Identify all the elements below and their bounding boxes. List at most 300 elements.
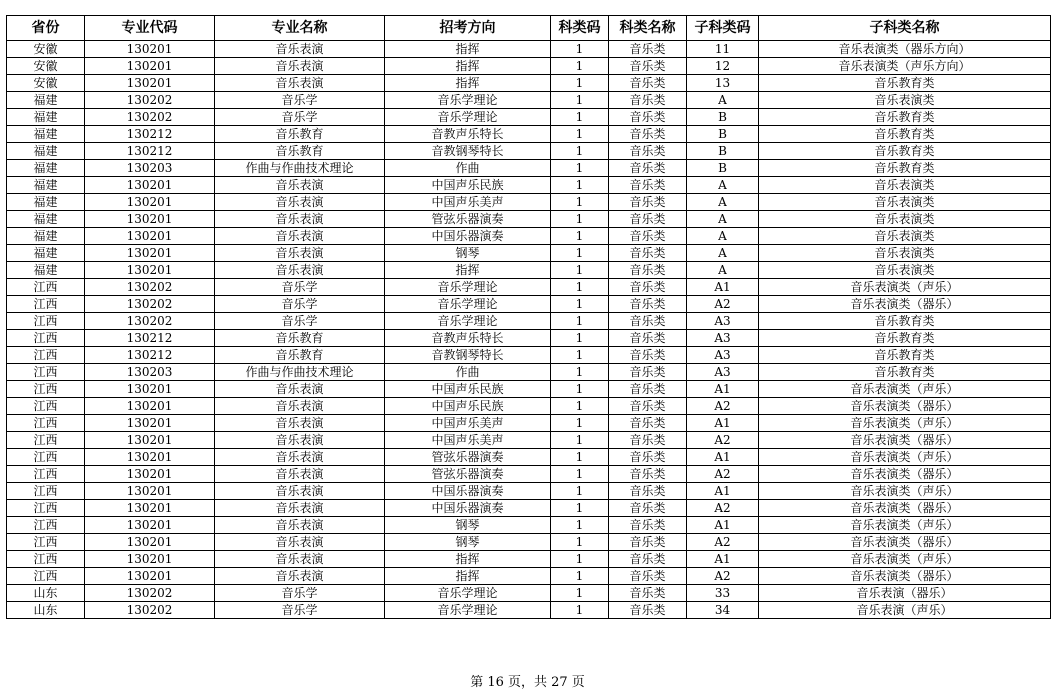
subcategory-name-cell: 音乐教育类 <box>759 313 1051 330</box>
category-name-cell: 音乐类 <box>609 245 687 262</box>
table-row <box>7 296 1051 313</box>
direction-cell: 指挥 <box>385 75 551 92</box>
table-row <box>7 177 1051 194</box>
category-name-cell: 音乐类 <box>609 398 687 415</box>
direction-cell: 钢琴 <box>385 245 551 262</box>
direction-cell: 中国声乐美声 <box>385 432 551 449</box>
table-row <box>7 41 1051 58</box>
category-name-cell: 音乐类 <box>609 313 687 330</box>
subcategory-code-cell: A2 <box>687 568 759 585</box>
table-row <box>7 262 1051 279</box>
major-code-cell: 130201 <box>85 228 215 245</box>
major-code-cell: 130201 <box>85 58 215 75</box>
major-name-cell: 音乐表演 <box>215 228 385 245</box>
direction-cell: 音乐学理论 <box>385 313 551 330</box>
category-name-cell: 音乐类 <box>609 126 687 143</box>
category-code-cell: 1 <box>551 381 609 398</box>
major-name-cell: 音乐学 <box>215 602 385 619</box>
category-code-cell: 1 <box>551 211 609 228</box>
major-code-cell: 130201 <box>85 41 215 58</box>
category-code-cell: 1 <box>551 75 609 92</box>
category-name-cell: 音乐类 <box>609 41 687 58</box>
province-cell: 福建 <box>7 262 85 279</box>
category-name-cell: 音乐类 <box>609 585 687 602</box>
table-row <box>7 381 1051 398</box>
table-row <box>7 432 1051 449</box>
column-header-direction: 招考方向 <box>385 16 551 41</box>
province-cell: 江西 <box>7 568 85 585</box>
major-name-cell: 音乐表演 <box>215 534 385 551</box>
subcategory-code-cell: 33 <box>687 585 759 602</box>
category-name-cell: 音乐类 <box>609 364 687 381</box>
major-name-cell: 音乐学 <box>215 109 385 126</box>
category-code-cell: 1 <box>551 279 609 296</box>
province-cell: 江西 <box>7 517 85 534</box>
table-row <box>7 415 1051 432</box>
table-row <box>7 483 1051 500</box>
category-name-cell: 音乐类 <box>609 449 687 466</box>
direction-cell: 指挥 <box>385 262 551 279</box>
category-code-cell: 1 <box>551 126 609 143</box>
category-name-cell: 音乐类 <box>609 262 687 279</box>
subcategory-name-cell: 音乐表演类（器乐） <box>759 568 1051 585</box>
province-cell: 江西 <box>7 551 85 568</box>
direction-cell: 音乐学理论 <box>385 296 551 313</box>
subcategory-name-cell: 音乐表演类 <box>759 228 1051 245</box>
province-cell: 江西 <box>7 347 85 364</box>
table-row <box>7 500 1051 517</box>
column-header-province: 省份 <box>7 16 85 41</box>
subcategory-name-cell: 音乐表演类（声乐） <box>759 415 1051 432</box>
province-cell: 福建 <box>7 177 85 194</box>
province-cell: 江西 <box>7 449 85 466</box>
major-code-cell: 130203 <box>85 160 215 177</box>
table-row <box>7 58 1051 75</box>
subcategory-code-cell: 11 <box>687 41 759 58</box>
subcategory-name-cell: 音乐表演类（器乐） <box>759 296 1051 313</box>
subcategory-name-cell: 音乐表演类（器乐） <box>759 398 1051 415</box>
major-code-cell: 130201 <box>85 534 215 551</box>
category-code-cell: 1 <box>551 92 609 109</box>
category-code-cell: 1 <box>551 228 609 245</box>
table-row <box>7 330 1051 347</box>
category-code-cell: 1 <box>551 194 609 211</box>
subcategory-name-cell: 音乐表演类（声乐方向） <box>759 58 1051 75</box>
table-row <box>7 534 1051 551</box>
subcategory-code-cell: A1 <box>687 483 759 500</box>
major-name-cell: 音乐教育 <box>215 143 385 160</box>
subcategory-code-cell: 12 <box>687 58 759 75</box>
subcategory-code-cell: A3 <box>687 364 759 381</box>
category-name-cell: 音乐类 <box>609 194 687 211</box>
major-code-cell: 130202 <box>85 92 215 109</box>
major-code-cell: 130202 <box>85 109 215 126</box>
subcategory-name-cell: 音乐表演类 <box>759 262 1051 279</box>
category-code-cell: 1 <box>551 262 609 279</box>
subcategory-name-cell: 音乐表演类（器乐） <box>759 432 1051 449</box>
major-name-cell: 音乐表演 <box>215 517 385 534</box>
major-code-cell: 130201 <box>85 245 215 262</box>
major-code-cell: 130201 <box>85 381 215 398</box>
major-code-cell: 130203 <box>85 364 215 381</box>
category-code-cell: 1 <box>551 449 609 466</box>
major-name-cell: 音乐表演 <box>215 58 385 75</box>
direction-cell: 音教钢琴特长 <box>385 143 551 160</box>
province-cell: 江西 <box>7 483 85 500</box>
subcategory-name-cell: 音乐表演类 <box>759 211 1051 228</box>
direction-cell: 中国声乐美声 <box>385 415 551 432</box>
category-code-cell: 1 <box>551 313 609 330</box>
subcategory-name-cell: 音乐教育类 <box>759 126 1051 143</box>
major-code-cell: 130201 <box>85 449 215 466</box>
major-name-cell: 音乐学 <box>215 279 385 296</box>
subcategory-name-cell: 音乐表演类 <box>759 177 1051 194</box>
subcategory-name-cell: 音乐教育类 <box>759 330 1051 347</box>
province-cell: 江西 <box>7 364 85 381</box>
category-name-cell: 音乐类 <box>609 432 687 449</box>
category-code-cell: 1 <box>551 534 609 551</box>
major-name-cell: 音乐表演 <box>215 75 385 92</box>
category-name-cell: 音乐类 <box>609 75 687 92</box>
major-name-cell: 音乐学 <box>215 313 385 330</box>
table-row <box>7 398 1051 415</box>
major-code-cell: 130201 <box>85 211 215 228</box>
subcategory-code-cell: A2 <box>687 432 759 449</box>
subcategory-code-cell: B <box>687 160 759 177</box>
category-name-cell: 音乐类 <box>609 177 687 194</box>
province-cell: 江西 <box>7 398 85 415</box>
subcategory-name-cell: 音乐表演类（器乐） <box>759 500 1051 517</box>
direction-cell: 钢琴 <box>385 517 551 534</box>
table-row <box>7 126 1051 143</box>
major-code-cell: 130201 <box>85 466 215 483</box>
subcategory-name-cell: 音乐表演类 <box>759 194 1051 211</box>
category-name-cell: 音乐类 <box>609 160 687 177</box>
category-code-cell: 1 <box>551 364 609 381</box>
category-name-cell: 音乐类 <box>609 483 687 500</box>
major-code-cell: 130202 <box>85 313 215 330</box>
subcategory-code-cell: A3 <box>687 347 759 364</box>
subcategory-name-cell: 音乐表演类 <box>759 245 1051 262</box>
category-name-cell: 音乐类 <box>609 330 687 347</box>
subcategory-code-cell: A1 <box>687 279 759 296</box>
major-code-cell: 130212 <box>85 143 215 160</box>
province-cell: 江西 <box>7 415 85 432</box>
subcategory-name-cell: 音乐表演类（器乐） <box>759 534 1051 551</box>
subcategory-code-cell: A2 <box>687 398 759 415</box>
major-code-cell: 130201 <box>85 262 215 279</box>
major-code-cell: 130201 <box>85 177 215 194</box>
major-name-cell: 音乐学 <box>215 296 385 313</box>
subcategory-name-cell: 音乐表演类（器乐） <box>759 466 1051 483</box>
major-name-cell: 音乐表演 <box>215 500 385 517</box>
category-code-cell: 1 <box>551 517 609 534</box>
province-cell: 福建 <box>7 126 85 143</box>
category-name-cell: 音乐类 <box>609 143 687 160</box>
major-code-cell: 130202 <box>85 279 215 296</box>
category-code-cell: 1 <box>551 330 609 347</box>
direction-cell: 指挥 <box>385 551 551 568</box>
subcategory-name-cell: 音乐表演（器乐） <box>759 585 1051 602</box>
category-name-cell: 音乐类 <box>609 517 687 534</box>
subcategory-name-cell: 音乐表演类（声乐） <box>759 517 1051 534</box>
category-name-cell: 音乐类 <box>609 381 687 398</box>
category-code-cell: 1 <box>551 245 609 262</box>
subcategory-code-cell: A2 <box>687 500 759 517</box>
province-cell: 福建 <box>7 211 85 228</box>
category-name-cell: 音乐类 <box>609 347 687 364</box>
direction-cell: 中国声乐民族 <box>385 398 551 415</box>
major-name-cell: 音乐表演 <box>215 466 385 483</box>
major-code-cell: 130212 <box>85 126 215 143</box>
table-row <box>7 347 1051 364</box>
table-row <box>7 517 1051 534</box>
major-name-cell: 音乐表演 <box>215 262 385 279</box>
province-cell: 山东 <box>7 585 85 602</box>
column-header-subcategory-code: 子科类码 <box>687 16 759 41</box>
subcategory-name-cell: 音乐表演类（声乐） <box>759 279 1051 296</box>
subcategory-name-cell: 音乐表演类（声乐） <box>759 381 1051 398</box>
major-name-cell: 音乐教育 <box>215 330 385 347</box>
category-name-cell: 音乐类 <box>609 466 687 483</box>
subcategory-code-cell: A1 <box>687 551 759 568</box>
direction-cell: 指挥 <box>385 58 551 75</box>
major-code-cell: 130201 <box>85 517 215 534</box>
category-code-cell: 1 <box>551 296 609 313</box>
province-cell: 福建 <box>7 92 85 109</box>
category-name-cell: 音乐类 <box>609 211 687 228</box>
major-code-cell: 130202 <box>85 602 215 619</box>
table-row <box>7 194 1051 211</box>
subcategory-name-cell: 音乐教育类 <box>759 109 1051 126</box>
direction-cell: 音乐学理论 <box>385 585 551 602</box>
category-name-cell: 音乐类 <box>609 58 687 75</box>
table-row <box>7 92 1051 109</box>
column-header-major-name: 专业名称 <box>215 16 385 41</box>
province-cell: 江西 <box>7 279 85 296</box>
direction-cell: 音教声乐特长 <box>385 330 551 347</box>
category-code-cell: 1 <box>551 415 609 432</box>
major-code-cell: 130201 <box>85 415 215 432</box>
subcategory-name-cell: 音乐教育类 <box>759 143 1051 160</box>
category-code-cell: 1 <box>551 568 609 585</box>
direction-cell: 音乐学理论 <box>385 279 551 296</box>
subcategory-name-cell: 音乐教育类 <box>759 364 1051 381</box>
province-cell: 江西 <box>7 381 85 398</box>
category-name-cell: 音乐类 <box>609 534 687 551</box>
province-cell: 江西 <box>7 296 85 313</box>
category-name-cell: 音乐类 <box>609 228 687 245</box>
category-code-cell: 1 <box>551 109 609 126</box>
major-name-cell: 作曲与作曲技术理论 <box>215 364 385 381</box>
subcategory-code-cell: A1 <box>687 415 759 432</box>
direction-cell: 中国乐器演奏 <box>385 228 551 245</box>
direction-cell: 音教钢琴特长 <box>385 347 551 364</box>
table-row <box>7 109 1051 126</box>
province-cell: 江西 <box>7 534 85 551</box>
major-name-cell: 音乐表演 <box>215 41 385 58</box>
subcategory-name-cell: 音乐表演类（器乐方向） <box>759 41 1051 58</box>
table-row <box>7 211 1051 228</box>
category-name-cell: 音乐类 <box>609 602 687 619</box>
admissions-table <box>6 15 1051 619</box>
page-footer: 第 16 页，共 27 页 <box>470 675 585 690</box>
major-name-cell: 音乐表演 <box>215 381 385 398</box>
major-code-cell: 130201 <box>85 398 215 415</box>
province-cell: 福建 <box>7 109 85 126</box>
table-row <box>7 143 1051 160</box>
province-cell: 江西 <box>7 432 85 449</box>
category-code-cell: 1 <box>551 466 609 483</box>
major-name-cell: 音乐表演 <box>215 177 385 194</box>
direction-cell: 钢琴 <box>385 534 551 551</box>
table-row <box>7 364 1051 381</box>
direction-cell: 作曲 <box>385 160 551 177</box>
subcategory-code-cell: A <box>687 177 759 194</box>
category-code-cell: 1 <box>551 432 609 449</box>
subcategory-code-cell: A3 <box>687 330 759 347</box>
major-name-cell: 音乐表演 <box>215 449 385 466</box>
major-code-cell: 130201 <box>85 75 215 92</box>
subcategory-code-cell: A2 <box>687 466 759 483</box>
column-header-category-name: 科类名称 <box>609 16 687 41</box>
subcategory-name-cell: 音乐表演类（声乐） <box>759 449 1051 466</box>
category-code-cell: 1 <box>551 177 609 194</box>
subcategory-code-cell: B <box>687 143 759 160</box>
category-name-cell: 音乐类 <box>609 500 687 517</box>
major-code-cell: 130212 <box>85 330 215 347</box>
major-code-cell: 130201 <box>85 500 215 517</box>
subcategory-code-cell: B <box>687 126 759 143</box>
major-code-cell: 130201 <box>85 432 215 449</box>
table-row <box>7 449 1051 466</box>
table-row <box>7 313 1051 330</box>
category-name-cell: 音乐类 <box>609 415 687 432</box>
direction-cell: 管弦乐器演奏 <box>385 211 551 228</box>
category-code-cell: 1 <box>551 551 609 568</box>
direction-cell: 中国声乐民族 <box>385 177 551 194</box>
province-cell: 安徽 <box>7 58 85 75</box>
table-row <box>7 568 1051 585</box>
category-code-cell: 1 <box>551 500 609 517</box>
province-cell: 江西 <box>7 330 85 347</box>
major-code-cell: 130202 <box>85 585 215 602</box>
table-row <box>7 228 1051 245</box>
category-code-cell: 1 <box>551 483 609 500</box>
category-code-cell: 1 <box>551 143 609 160</box>
header-row <box>7 16 1051 41</box>
direction-cell: 管弦乐器演奏 <box>385 466 551 483</box>
province-cell: 福建 <box>7 143 85 160</box>
table-row <box>7 551 1051 568</box>
major-code-cell: 130201 <box>85 568 215 585</box>
major-code-cell: 130201 <box>85 194 215 211</box>
major-name-cell: 音乐教育 <box>215 347 385 364</box>
subcategory-name-cell: 音乐教育类 <box>759 160 1051 177</box>
table-row <box>7 245 1051 262</box>
province-cell: 山东 <box>7 602 85 619</box>
subcategory-name-cell: 音乐表演类（声乐） <box>759 551 1051 568</box>
table-row <box>7 585 1051 602</box>
subcategory-code-cell: A1 <box>687 517 759 534</box>
major-name-cell: 音乐表演 <box>215 483 385 500</box>
province-cell: 福建 <box>7 160 85 177</box>
subcategory-code-cell: A2 <box>687 534 759 551</box>
direction-cell: 音乐学理论 <box>385 92 551 109</box>
subcategory-code-cell: A1 <box>687 449 759 466</box>
direction-cell: 中国声乐美声 <box>385 194 551 211</box>
table-body <box>7 41 1051 619</box>
major-code-cell: 130201 <box>85 483 215 500</box>
category-code-cell: 1 <box>551 41 609 58</box>
major-name-cell: 音乐学 <box>215 92 385 109</box>
subcategory-name-cell: 音乐表演（声乐） <box>759 602 1051 619</box>
subcategory-name-cell: 音乐表演类 <box>759 92 1051 109</box>
category-name-cell: 音乐类 <box>609 279 687 296</box>
subcategory-code-cell: A <box>687 228 759 245</box>
subcategory-code-cell: A <box>687 262 759 279</box>
major-name-cell: 音乐表演 <box>215 415 385 432</box>
category-name-cell: 音乐类 <box>609 109 687 126</box>
major-name-cell: 音乐表演 <box>215 211 385 228</box>
category-code-cell: 1 <box>551 585 609 602</box>
major-name-cell: 音乐表演 <box>215 551 385 568</box>
category-code-cell: 1 <box>551 602 609 619</box>
province-cell: 福建 <box>7 194 85 211</box>
province-cell: 安徽 <box>7 75 85 92</box>
category-name-cell: 音乐类 <box>609 551 687 568</box>
subcategory-code-cell: A <box>687 245 759 262</box>
major-name-cell: 音乐表演 <box>215 398 385 415</box>
subcategory-code-cell: A <box>687 92 759 109</box>
category-code-cell: 1 <box>551 58 609 75</box>
category-name-cell: 音乐类 <box>609 296 687 313</box>
category-name-cell: 音乐类 <box>609 568 687 585</box>
province-cell: 安徽 <box>7 41 85 58</box>
direction-cell: 中国声乐民族 <box>385 381 551 398</box>
major-name-cell: 音乐表演 <box>215 432 385 449</box>
subcategory-code-cell: A <box>687 211 759 228</box>
category-code-cell: 1 <box>551 160 609 177</box>
table-row <box>7 160 1051 177</box>
direction-cell: 音乐学理论 <box>385 602 551 619</box>
table-row <box>7 75 1051 92</box>
subcategory-code-cell: A2 <box>687 296 759 313</box>
column-header-subcategory-name: 子科类名称 <box>759 16 1051 41</box>
province-cell: 江西 <box>7 500 85 517</box>
category-code-cell: 1 <box>551 347 609 364</box>
direction-cell: 中国乐器演奏 <box>385 483 551 500</box>
direction-cell: 指挥 <box>385 41 551 58</box>
table-row <box>7 466 1051 483</box>
major-name-cell: 音乐学 <box>215 585 385 602</box>
subcategory-code-cell: 13 <box>687 75 759 92</box>
subcategory-code-cell: A3 <box>687 313 759 330</box>
province-cell: 江西 <box>7 313 85 330</box>
direction-cell: 音乐学理论 <box>385 109 551 126</box>
province-cell: 江西 <box>7 466 85 483</box>
major-name-cell: 音乐教育 <box>215 126 385 143</box>
table-row <box>7 279 1051 296</box>
province-cell: 福建 <box>7 228 85 245</box>
major-name-cell: 音乐表演 <box>215 194 385 211</box>
major-name-cell: 作曲与作曲技术理论 <box>215 160 385 177</box>
direction-cell: 管弦乐器演奏 <box>385 449 551 466</box>
subcategory-name-cell: 音乐教育类 <box>759 75 1051 92</box>
column-header-major-code: 专业代码 <box>85 16 215 41</box>
subcategory-code-cell: 34 <box>687 602 759 619</box>
major-name-cell: 音乐表演 <box>215 245 385 262</box>
